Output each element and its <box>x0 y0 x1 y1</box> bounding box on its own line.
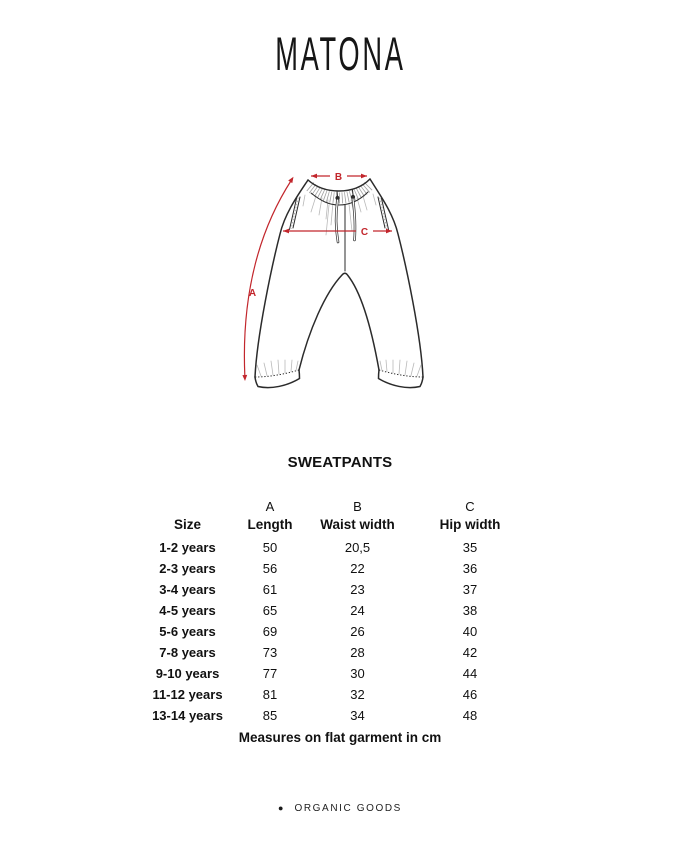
measure-arrow-a <box>242 177 293 381</box>
table-row <box>145 705 535 726</box>
col-label: Size <box>173 517 201 532</box>
table-row <box>145 600 535 621</box>
size-cell: 5-6 years <box>159 624 216 639</box>
product-title: SWEATPANTS <box>287 454 393 471</box>
length-cell: 69 <box>262 624 278 639</box>
length-cell: 77 <box>262 666 278 681</box>
hip-cell: 38 <box>462 603 478 618</box>
hip-cell: 36 <box>462 561 478 576</box>
length-cell: 81 <box>262 687 278 702</box>
hip-cell: 48 <box>462 708 478 723</box>
col-letter <box>145 499 230 515</box>
length-cell: 65 <box>262 603 278 618</box>
col-letter: A <box>265 499 275 514</box>
footer <box>0 803 680 814</box>
hip-cell: 40 <box>462 624 478 639</box>
length-cell: 50 <box>262 540 278 555</box>
right-cuff <box>379 360 424 388</box>
size-table <box>145 499 535 747</box>
waist-cell: 28 <box>350 645 365 660</box>
label-c: C <box>360 226 369 238</box>
size-cell: 4-5 years <box>159 603 216 618</box>
table-row <box>145 537 535 558</box>
hip-cell: 42 <box>462 645 478 660</box>
size-cell: 3-4 years <box>159 582 216 597</box>
waist-cell: 24 <box>350 603 365 618</box>
hip-cell: 44 <box>462 666 478 681</box>
brand-logo-wrap <box>0 26 680 81</box>
hip-cell: 46 <box>462 687 478 702</box>
size-cell: 9-10 years <box>155 666 220 681</box>
waist-cell: 20,5 <box>344 540 371 555</box>
sweatpants-diagram <box>225 155 460 400</box>
table-letter-header <box>145 499 535 515</box>
table-label-header <box>145 515 535 537</box>
measure-arrow-b <box>311 172 367 183</box>
table-row <box>145 663 535 684</box>
left-cuff <box>255 360 300 388</box>
bullet-icon: ● <box>278 803 284 813</box>
brand-logo: MATONA <box>274 27 406 80</box>
size-cell: 11-12 years <box>152 687 223 702</box>
size-cell: 7-8 years <box>159 645 216 660</box>
col-letter: B <box>353 499 362 514</box>
table-row <box>145 579 535 600</box>
table-row <box>145 642 535 663</box>
size-cell: 1-2 years <box>159 540 216 555</box>
waist-cell: 30 <box>350 666 365 681</box>
waist-cell: 26 <box>350 624 365 639</box>
col-letter: C <box>465 499 475 514</box>
waist-cell: 34 <box>350 708 365 723</box>
pants-outline <box>255 179 423 377</box>
size-cell: 2-3 years <box>159 561 216 576</box>
label-b: B <box>334 171 343 183</box>
footer-tagline: ORGANIC GOODS <box>294 803 402 814</box>
hip-cell: 35 <box>462 540 478 555</box>
hip-cell: 37 <box>462 582 478 597</box>
table-row <box>145 621 535 642</box>
table-footnote: Measures on flat garment in cm <box>238 730 442 745</box>
col-label: Length <box>247 517 293 532</box>
length-cell: 85 <box>262 708 278 723</box>
col-label: Hip width <box>439 517 501 532</box>
size-table-body <box>145 537 535 726</box>
label-a: A <box>248 288 257 299</box>
pocket-welts <box>290 197 389 230</box>
col-label: Waist width <box>320 517 395 532</box>
table-row <box>145 684 535 705</box>
table-row <box>145 558 535 579</box>
waist-cell: 23 <box>350 582 365 597</box>
waist-cell: 32 <box>350 687 365 702</box>
length-cell: 73 <box>262 645 278 660</box>
length-cell: 61 <box>262 582 278 597</box>
size-cell: 13-14 years <box>152 708 223 723</box>
waist-cell: 22 <box>350 561 365 576</box>
length-cell: 56 <box>262 561 278 576</box>
